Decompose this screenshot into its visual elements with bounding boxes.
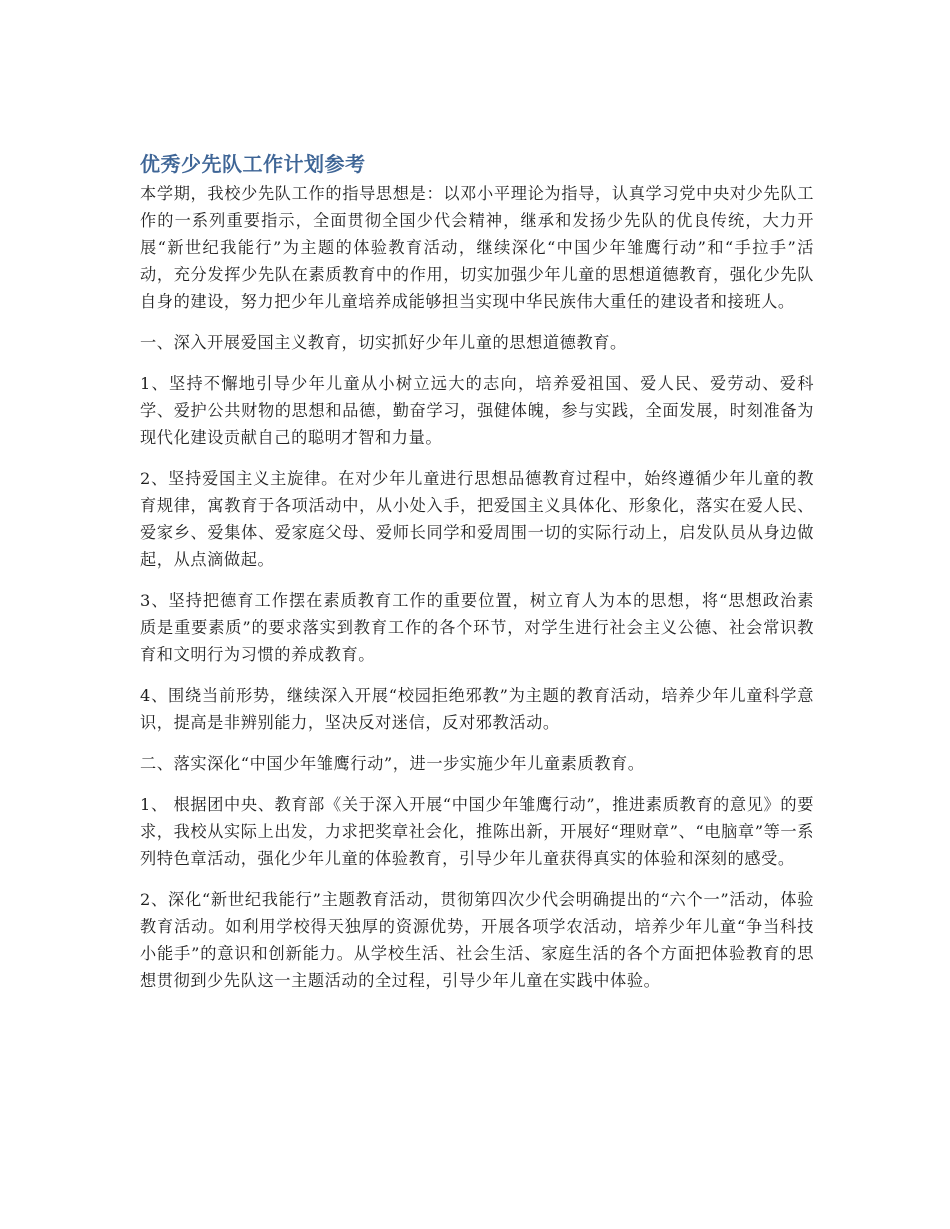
document-title: 优秀少先队工作计划参考 [140, 152, 366, 176]
section-1-item-4: 4、围绕当前形势，继续深入开展“校园拒绝邪教”为主题的教育活动，培养少年儿童科学意识，提高是非辨别能力，坚决反对迷信，反对邪教活动。 [140, 686, 814, 732]
section-1-item-3: 3、坚持把德育工作摆在素质教育工作的重要位置，树立育人为本的思想，将“思想政治素质是重要素质”的要求落实到教育工作的各个环节，对学生进行社会主义公德、社会常识教育和文明行为习惯的养成教育。 [140, 591, 814, 664]
section-1-item-1: 1、坚持不懈地引导少年儿童从小树立远大的志向，培养爱祖国、爱人民、爱劳动、爱科学、爱护公共财物的思想和品德，勤奋学习，强健体魄，参与实践，全面发展，时刻准备为现代化建设贡献自己的聪明才智和力量。 [140, 374, 814, 447]
section-2-item-1: 1、 根据团中央、教育部《关于深入开展“中国少年雏鹰行动”，推进素质教育的意见》的要求，我校从实际上出发，力求把奖章社会化，推陈出新，开展好“理财章”、“电脑章”等一系列特色章活动，强化少年儿童的体验教育，引导少年儿童获得真实的体验和深刻的感受。 [140, 795, 814, 868]
section-heading-2: 二、落实深化“中国少年雏鹰行动”，进一步实施少年儿童素质教育。 [140, 754, 645, 773]
document-body [140, 148, 814, 994]
section-2-item-2: 2、深化“新世纪我能行”主题教育活动，贯彻第四次少代会明确提出的“六个一”活动，体验教育活动。如利用学校得天独厚的资源优势，开展各项学农活动，培养少年儿童“争当科技小能手”的意识和创新能力。从学校生活、社会生活、家庭生活的各个方面把体验教育的思想贯彻到少先队这一主题活动的全过程，引导少年儿童在实践中体验。 [140, 890, 814, 990]
intro-paragraph: 本学期，我校少先队工作的指导思想是：以邓小平理论为指导，认真学习党中央对少先队工作的一系列重要指示，全面贯彻全国少代会精神，继承和发扬少先队的优良传统，大力开展“新世纪我能行”为主题的体验教育活动，继续深化“中国少年雏鹰行动”和“手拉手”活动，充分发挥少先队在素质教育中的作用，切实加强少年儿童的思想道德教育，强化少先队自身的建设，努力把少年儿童培养成能够担当实现中华民族伟大重任的建设者和接班人。 [140, 184, 814, 311]
section-1-item-2: 2、坚持爱国主义主旋律。在对少年儿童进行思想品德教育过程中，始终遵循少年儿童的教育规律，寓教育于各项活动中，从小处入手，把爱国主义具体化、形象化，落实在爱人民、爱家乡、爱集体、爱家庭父母、爱师长同学和爱周围一切的实际行动上，启发队员从身边做起，从点滴做起。 [140, 469, 814, 569]
section-heading-1: 一、深入开展爱国主义教育，切实抓好少年儿童的思想道德教育。 [140, 333, 627, 352]
